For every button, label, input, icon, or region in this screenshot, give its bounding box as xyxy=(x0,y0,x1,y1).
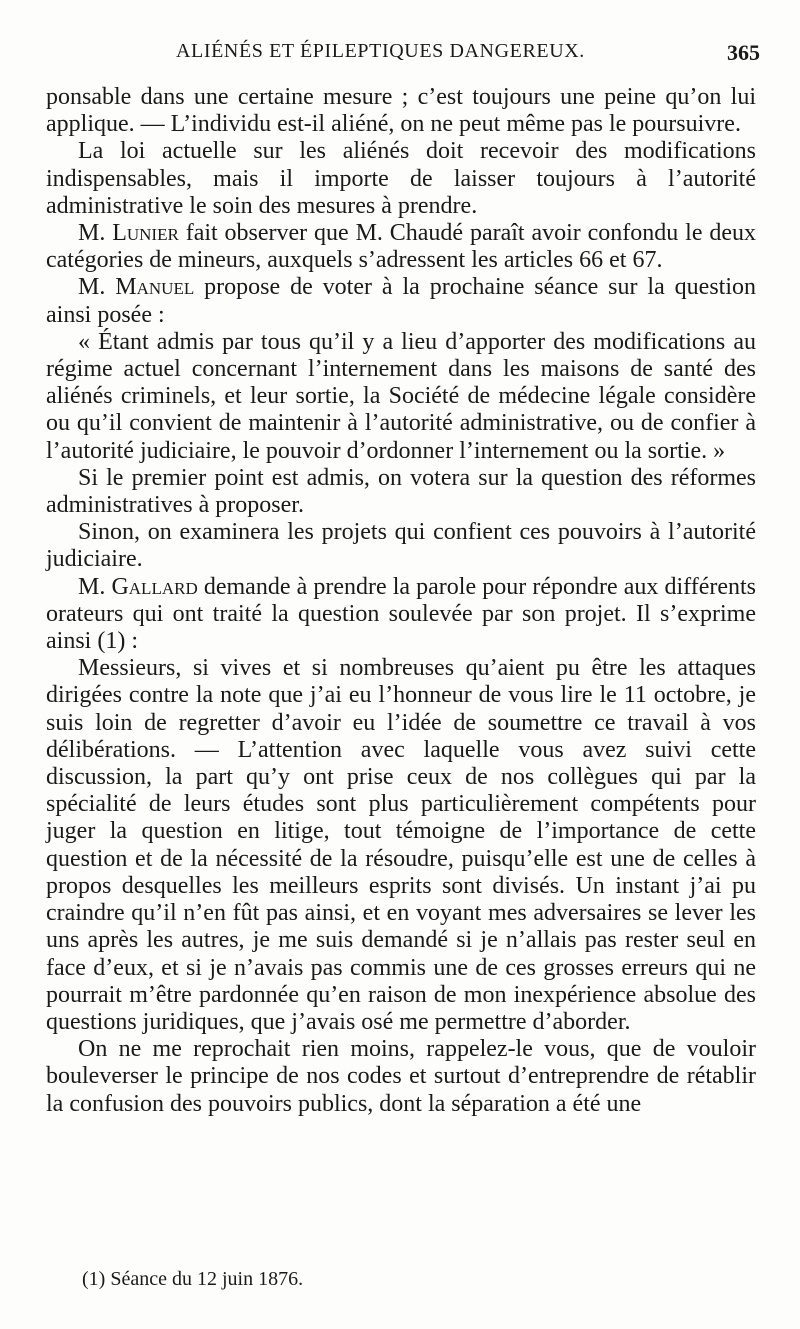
running-title: ALIÉNÉS ET ÉPILEPTIQUES DANGEREUX. xyxy=(176,40,585,62)
paragraph xyxy=(46,655,756,1036)
paragraph-text: ponsable dans une certaine mesure ; c’est toujours une peine qu’on lui applique. — L’individu est-il aliéné, on ne peut même pas le poursuivre. xyxy=(46,84,756,138)
paragraph-text: propose de voter à la prochaine séance sur la question ainsi posée : xyxy=(46,274,757,328)
speaker-prefix: M. xyxy=(78,274,116,301)
paragraph xyxy=(46,465,756,519)
paragraph xyxy=(46,1036,756,1118)
footnote: (1) Séance du 12 juin 1876. xyxy=(82,1268,304,1290)
page-number: 365 xyxy=(727,40,760,65)
paragraph-continued xyxy=(46,84,756,138)
speaker-prefix: M. xyxy=(78,220,113,247)
paragraph xyxy=(46,519,756,573)
paragraph-quotation xyxy=(46,329,756,465)
paragraph-lunier xyxy=(46,220,756,274)
paragraph-text: La loi actuelle sur les aliénés doit recevoir des modifications indispensables, mais il importe de laisser toujours à l’autorité administrative le soin des mesures à prendre. xyxy=(46,138,756,219)
paragraph-text: « Étant admis par tous qu’il y a lieu d’apporter des modifications au régime actuel concernant l’internement dans les maisons de santé des aliénés criminels, et leur sortie, la Société de médecine légale considère ou qu’il convient de maintenir à l’autorité administrative, ou de confier à l’autorité judiciaire, le pouvoir d’ordonner l’internement ou la sortie. » xyxy=(46,328,756,464)
paragraph-text: fait observer que M. Chaudé paraît avoir confondu le deux catégories de mineurs, auxquels s’adressent les articles 66 et 67. xyxy=(46,220,756,274)
paragraph-text: Si le premier point est admis, on votera sur la question des réformes administratives à proposer. xyxy=(46,464,756,519)
paragraph-gallard xyxy=(46,574,756,656)
paragraph-text: Messieurs, si vives et si nombreuses qu’aient pu être les attaques dirigées contre la note que j’ai eu l’honneur de vous lire le 11 octobre, je suis loin de regretter d’avoir eu l’idée de soumettre ce travail à vos délibérations. — L’attention avec laquelle vous avez suivi cette discussion, la part qu’y ont prise ceux de nos collègues qui par la spécialité de leurs études sont plus particulièrement compétents pour juger la question en litige, tout témoigne de l’importance de cette question et de la nécessité de la résoudre, puisqu’elle est une de celles à propos desquelles les meilleurs esprits sont divisés. Un instant j’ai pu craindre qu’il n’en fût pas ainsi, et en voyant mes adversaires se lever les uns après les autres, je me suis demandé si je n’allais pas rester seul en face d’eux, et si je n’avais pas commis une de ces grosses erreurs qui ne pourrait m’être pardonnée qu’en raison de mon inexpérience absolue des questions juridiques, que j’avais osé me permettre d’aborder. xyxy=(46,655,756,1035)
paragraph xyxy=(46,138,756,220)
speaker-name: Gallard xyxy=(111,573,198,600)
paragraph-text: demande à prendre la parole pour répondre aux différents orateurs qui ont traité la question soulevée par son projet. Il s’exprime ainsi (1) : xyxy=(46,573,756,655)
speaker-name: Manuel xyxy=(115,274,195,301)
speaker-name: Lunier xyxy=(112,220,179,247)
paragraph-text: On ne me reprochait rien moins, rappelez-le vous, que de vouloir bouleverser le principe de nos codes et surtout d’entreprendre de rétablir la confusion des pouvoirs publics, dont la séparation a été une xyxy=(46,1036,756,1117)
speaker-prefix: M. xyxy=(78,573,112,600)
paragraph-text: Sinon, on examinera les projets qui confient ces pouvoirs à l’autorité judiciaire. xyxy=(46,519,756,573)
body-text xyxy=(46,84,756,1118)
running-head xyxy=(46,40,760,74)
paragraph-manuel xyxy=(46,274,756,328)
